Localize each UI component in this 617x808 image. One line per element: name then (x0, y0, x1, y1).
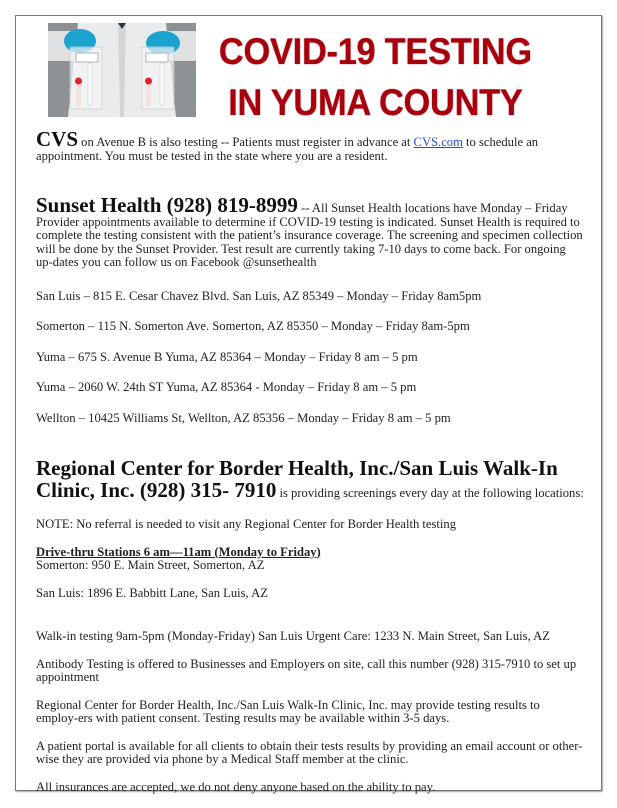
drive-thru-location: Somerton: 950 E. Main Street, Somerton, AZ (36, 558, 265, 572)
referral-note: NOTE: No referral is needed to visit any Regional Center for Border Health testing (36, 517, 457, 531)
sunset-location: Yuma – 2060 W. 24th ST Yuma, AZ 85364 - Monday – Friday 8 am – 5 pm (36, 380, 417, 394)
flyer-page (15, 15, 602, 794)
antibody-testing: Antibody Testing is offered to Businesses and Employers on site, call this number (928) 315-7910 to set up appointment (36, 656, 577, 684)
walk-in-testing: Walk-in testing 9am-5pm (Monday-Friday) San Luis Urgent Care: 1233 N. Main Street, San Luis, AZ (36, 629, 550, 643)
regional-center-section (36, 457, 584, 504)
page-title (208, 26, 543, 128)
title-line-1: COVID-19 TESTING (218, 31, 532, 72)
sunset-health-section (36, 194, 584, 270)
insurance-note: All insurances are accepted, we do not deny anyone based on the ability to pay. (36, 779, 436, 794)
sunset-health-heading: Sunset Health (928) 819-8999 (36, 192, 298, 217)
drive-thru-heading: Drive-thru Stations 6 am—11am (Monday to Friday) (36, 544, 321, 559)
patient-portal: A patient portal is available for all clients to obtain their tests results by providing an email account or other-wise they are provided via phone by a Medical Staff member at the clinic. (36, 738, 583, 766)
sunset-location: San Luis – 815 E. Cesar Chavez Blvd. San Luis, AZ 85349 – Monday – Friday 8am5pm (36, 288, 482, 303)
cvs-text-before-link: on Avenue B is also testing -- Patients must register in advance at (78, 135, 414, 149)
sunset-location: Wellton – 10425 Williams St, Wellton, AZ 85356 – Monday – Friday 8 am – 5 pm (36, 410, 451, 425)
employer-results: Regional Center for Border Health, Inc./San Luis Walk-In Clinic, Inc. may provide testing results to employ-ers with patient consent. Testing results may be available within 3-5 days. (36, 697, 540, 725)
sunset-location: Yuma – 675 S. Avenue B Yuma, AZ 85364 – Monday – Friday 8 am – 5 pm (36, 349, 418, 364)
cvs-name: CVS (36, 127, 79, 151)
sunset-health-description: -- All Sunset Health locations have Monday – Friday Provider appointments available to determine if COVID-19 testing is indicated. Sunset Health is required to complete the testing consistent with the patient’s insurance coverage. The screening and specimen collection will be done by the Sunset Provider. Test result are currently taking 7-10 days to come back. For ongoing up-dates you can follow us on Facebook @sunsethealth (36, 200, 583, 269)
cvs-text-after-link: to schedule an appointment. You must be tested in the state where you are a resident. (36, 135, 539, 163)
sunset-location: Somerton – 115 N. Somerton Ave. Somerton, AZ 85350 – Monday – Friday 8am-5pm (36, 319, 470, 333)
regional-center-heading: Regional Center for Border Health, Inc./San Luis Walk-In Clinic, Inc. (928) 315- 7910 (36, 456, 558, 502)
flyer-content (36, 128, 584, 794)
gloved-hands-test-swabs-icon (48, 23, 196, 117)
regional-center-heading-tail: is providing screenings every day at the following locations: (276, 486, 584, 500)
cvs-section (36, 128, 584, 164)
drive-thru-location: San Luis: 1896 E. Babbitt Lane, San Luis, AZ (36, 585, 268, 600)
covid-test-photo (48, 23, 196, 117)
cvs-website-link[interactable]: CVS.com (413, 135, 463, 149)
title-line-2: IN YUMA COUNTY (228, 82, 523, 123)
